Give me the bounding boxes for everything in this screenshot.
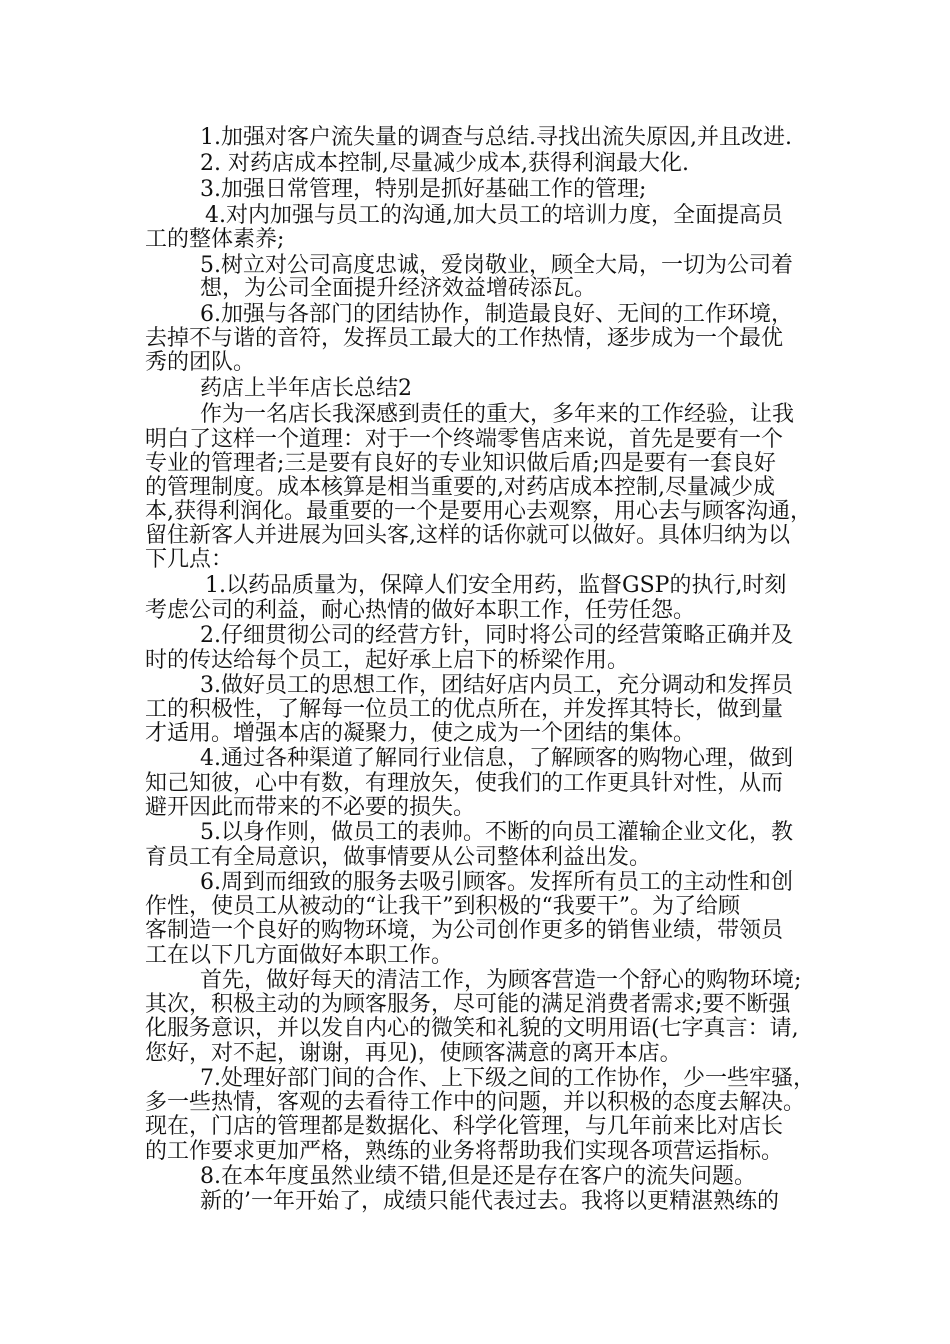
text-line: 的管理制度。成本核算是相当重要的,对药店成本控制,尽量减少成: [145, 475, 775, 500]
text-line: 客制造一个良好的购物环境，为公司创作更多的销售业绩，带领员: [145, 918, 784, 943]
text-line: 1.加强对客户流失量的调查与总结.寻找出流失原因,并且改进.: [200, 125, 792, 150]
text-line: 秀的团队。: [145, 350, 256, 375]
text-line: 下几点：: [145, 547, 234, 572]
text-line: 考虑公司的利益，耐心热情的做好本职工作，任劳任怨。: [145, 598, 696, 623]
text-line: 工的整体素养;: [145, 227, 285, 252]
text-line: 2.仔细贯彻公司的经营方针，同时将公司的经营策略正确并及: [200, 623, 793, 648]
text-line: 7.处理好部门间的合作、上下级之间的工作协作，少一些牢骚，: [200, 1066, 815, 1091]
text-line: 留住新客人并进展为回头客,这样的话你就可以做好。具体归纳为以: [145, 523, 790, 548]
text-line: 的工作要求更加严格，熟练的业务将帮助我们实现各项营运指标。: [145, 1139, 784, 1164]
text-line: 时的传达给每个员工，起好承上启下的桥梁作用。: [145, 648, 630, 673]
text-line: 8.在本年度虽然业绩不错,但是还是存在客户的流失问题。: [200, 1164, 756, 1189]
text-line: 新的’一年开始了，成绩只能代表过去。我将以更精湛熟练的: [200, 1189, 779, 1214]
text-line: 2. 对药店成本控制,尽量减少成本,获得利润最大化.: [200, 151, 689, 176]
text-line: 5.以身作则，做员工的表帅。不断的向员工灌输企业文化，教: [200, 820, 793, 845]
text-line: 现在，门店的管理都是数据化、科学化管理，与几年前来比对店长: [145, 1114, 784, 1139]
text-line: 您好，对不起，谢谢，再见)，使顾客满意的离开本店。: [145, 1041, 682, 1066]
text-line: 多一些热情，客观的去看待工作中的问题，并以积极的态度去解决。: [145, 1090, 806, 1115]
text-line: 去掉不与谐的音符，发挥员工最大的工作热情，逐步成为一个最优: [145, 326, 784, 351]
text-line: 本,获得利润化。最重要的一个是要用心去观察，用心去与顾客沟通，: [145, 499, 812, 524]
text-line: 工的积极性，了解每一位员工的优点所在，并发挥其特长，做到量: [145, 697, 784, 722]
text-line: 6.周到而细致的服务去吸引顾客。发挥所有员工的主动性和创: [200, 870, 793, 895]
text-line: 6.加强与各部门的团结协作，制造最良好、无间的工作环境，: [200, 302, 793, 327]
text-line: 工在以下几方面做好本职工作。: [145, 943, 454, 968]
text-line: 3.加强日常管理，特别是抓好基础工作的管理;: [200, 177, 647, 202]
text-line: 作为一名店长我深感到责任的重大，多年来的工作经验，让我: [200, 402, 795, 427]
text-line: 才适用。增强本店的凝聚力，使之成为一个团结的集体。: [145, 721, 696, 746]
text-line: 1.以药品质量为，保障人们安全用药，监督GSP的执行,时刻: [205, 573, 787, 598]
text-line: 首先，做好每天的清洁工作，为顾客营造一个舒心的购物环境;: [200, 968, 802, 993]
section-heading: 药店上半年店长总结2: [200, 376, 412, 401]
text-line: 专业的管理者;三是要有良好的专业知识做后盾;四是要有一套良好: [145, 451, 776, 476]
text-line: 3.做好员工的思想工作，团结好店内员工，充分调动和发挥员: [200, 673, 793, 698]
text-line: 育员工有全局意识，做事情要从公司整体利益出发。: [145, 845, 652, 870]
text-line: 作性，使员工从被动的“让我干”到积极的“我要干”。为了给顾: [145, 894, 740, 919]
text-line: 明白了这样一个道理：对于一个终端零售店来说，首先是要有一个: [145, 427, 784, 452]
text-line: 4.通过各种渠道了解同行业信息，了解顾客的购物心理，做到: [200, 746, 793, 771]
text-line: 想，为公司全面提升经济效益增砖添瓦。: [200, 276, 597, 301]
text-line: 其次，积极主动的为顾客服务，尽可能的满足消费者需求;要不断强: [145, 992, 791, 1017]
text-line: 避开因此而带来的不必要的损失。: [145, 795, 476, 820]
text-line: 5.树立对公司高度忠诚，爱岗敬业，顾全大局，一切为公司着: [200, 253, 793, 278]
text-line: 化服务意识，并以发自内心的微笑和礼貌的文明用语(七字真言：请,: [145, 1016, 799, 1041]
text-line: 知己知彼，心中有数，有理放矢，使我们的工作更具针对性，从而: [145, 771, 784, 796]
text-line: 4.对内加强与员工的沟通,加大员工的培训力度，全面提高员: [205, 203, 783, 228]
